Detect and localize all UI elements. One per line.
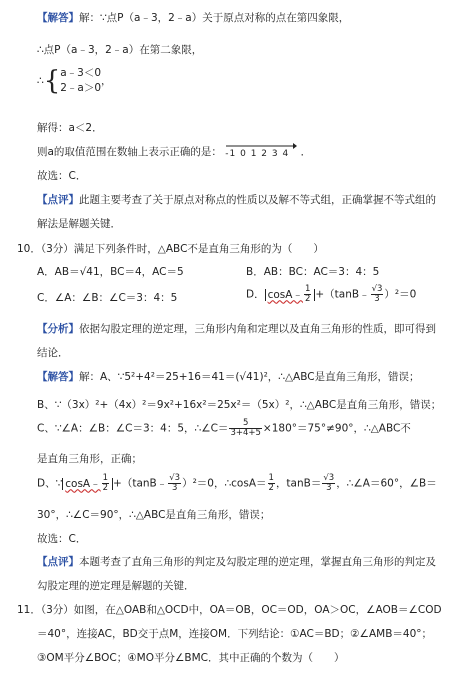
q10-comment-line2: 勾股定理的逆定理是解题的关键． (37, 580, 195, 592)
q9-inequality-system: ∴{ a﹣3＜0 2﹣a＞0 ， (37, 66, 112, 96)
q9-choice: 故选：C． (37, 170, 87, 182)
q10-option-c: C．∠A：∠B：∠C＝3：4：5 (37, 292, 178, 304)
q10-stem: 10．（3分）满足下列条件时，△ABC不是直角三角形的为（ ） (17, 243, 324, 255)
number-line-figure (225, 142, 297, 162)
q11-stem-line3: ③OM平分∠BOC；④MO平分∠BMC．其中正确的个数为（ ） (37, 652, 345, 664)
answer-tag: 【解答】 (37, 12, 79, 24)
q9-comment-line1: 【点评】此题主要考查了关于原点对称点的性质以及解不等式组，正确掌握不等式组的 (37, 194, 436, 206)
q10-comment-line1: 【点评】本题考查了直角三角形的判定及勾股定理的逆定理，掌握直角三角形的判定及 (37, 556, 436, 568)
q10-answer-d: D、∵ cosA﹣ $\frac{1}{2}$ +（tanB﹣ $\frac{√3}{3}$ ）²＝0，∴cosA＝ $\frac{1}{2}$ ，tanB＝ $\frac{√3}{3}$ ，∴∠A＝60°，∠B＝ (37, 473, 437, 493)
q10-option-a: A．AB＝√41，BC＝4，AC＝5 (37, 266, 184, 278)
q9-answer-line1: 【解答】解：∵点P（a﹣3，2﹣a）关于原点对称的点在第四象限， (37, 12, 350, 24)
q11-stem-line1: 11．（3分）如图，在△OAB和△OCD中，OA＝OB，OC＝OD，OA＞OC，∠AOB＝∠COD (17, 604, 442, 616)
q9-comment-line2: 解法是解题关键． (37, 218, 121, 230)
q10-answer-c-line2: 是直角三角形，正确； (37, 453, 142, 465)
q9-solution: 解得：a＜2． (37, 122, 103, 134)
q10-answer-b: B、∵（3x）²+（4x）²＝9x²+16x²＝25x²＝（5x）²，∴△ABC是直角三角形，错误； (37, 399, 442, 411)
q9-number-line: 则a的取值范围在数轴上表示正确的是： -1 0 1 2 3 4 ． (37, 142, 311, 162)
q9-line2: ∴点P（a﹣3，2﹣a）在第二象限， (37, 44, 203, 56)
q10-analysis-line2: 结论． (37, 347, 69, 359)
q10-answer-c: C、∵∠A：∠B：∠C＝3：4：5，∴∠C＝ $\frac{5}{3+4+5}$ ×180°＝75°≠90°，∴△ABC不 (37, 418, 411, 438)
q10-option-b: B．AB：BC：AC＝3：4：5 (246, 266, 380, 278)
q10-answer-a: 【解答】解：A、∵5²+4²＝25+16＝41＝(√41)²，∴△ABC是直角三角形，错误； (37, 371, 420, 383)
q10-option-d: D． cosA﹣ $\frac{1}{2}$ +（tanB﹣ $\frac{√3}{3}$ ）²＝0 (246, 284, 417, 304)
q11-stem-line2: ＝40°，连接AC，BD交于点M，连接OM．下列结论：①AC＝BD；②∠AMB＝40°； (37, 628, 433, 640)
q10-answer-d-line2: 30°，∴∠C＝90°，∴△ABC是直角三角形，错误； (37, 509, 271, 521)
q10-analysis-line1: 【分析】依据勾股定理的逆定理，三角形内角和定理以及直角三角形的性质，即可得到 (37, 323, 436, 335)
number-line-ticks: -1 0 1 2 3 4 (225, 149, 290, 159)
q10-choice: 故选：C． (37, 533, 87, 545)
